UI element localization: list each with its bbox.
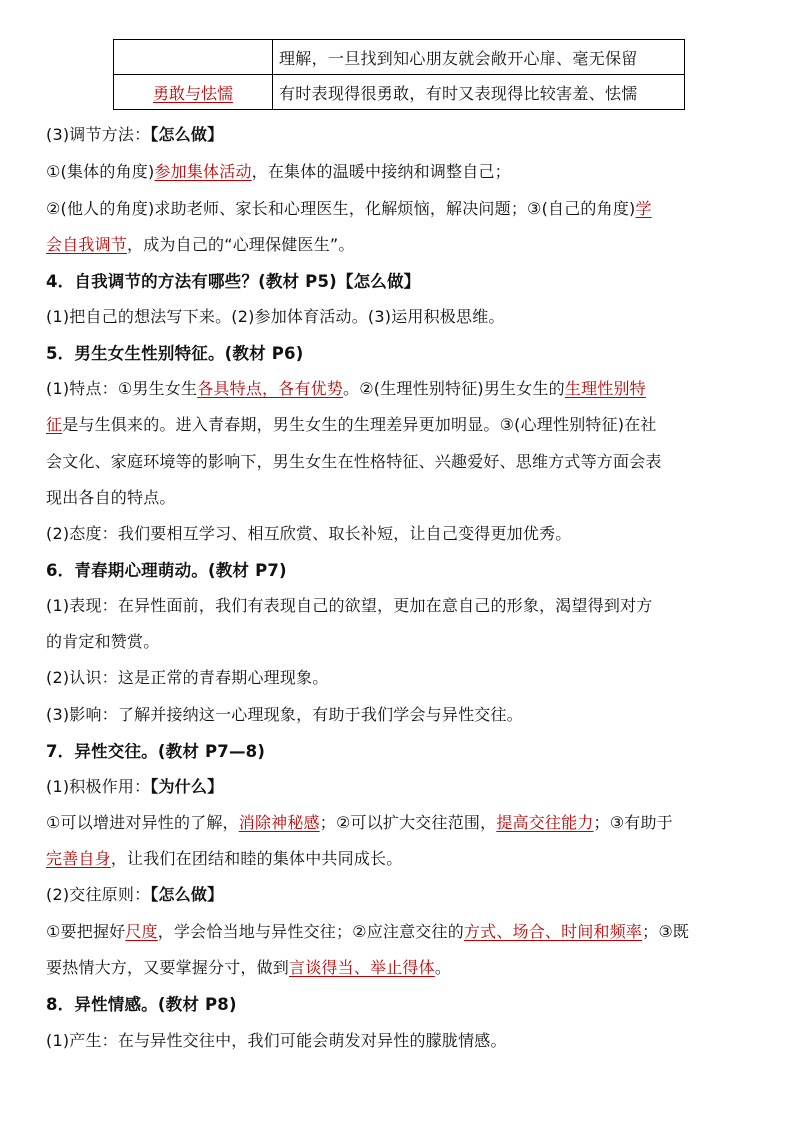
paragraph: ①要把握好尺度，学会恰当地与异性交往；②应注意交往的方式、场合、时间和频率；③既	[46, 922, 690, 941]
paragraph: 的肯定和赞赏。	[46, 632, 160, 651]
paragraph: (2)认识：这是正常的青春期心理现象。	[46, 668, 329, 687]
principle-line: (2)交往原则：【怎么做】	[46, 885, 224, 904]
section-heading: 7．异性交往。(教材 P7—8)	[46, 742, 266, 761]
table-cell: 有时表现得很勇敢，有时又表现得比较害羞、怯懦	[273, 75, 685, 110]
section-heading: 8．异性情感。(教材 P8)	[46, 995, 237, 1014]
paragraph: 要热情大方，又要掌握分寸，做到言谈得当、举止得体。	[46, 958, 452, 977]
section-heading: 6．青春期心理萌动。(教材 P7)	[46, 561, 287, 580]
section-heading: 4．自我调节的方法有哪些？(教材 P5)【怎么做】	[46, 272, 421, 291]
table-row	[114, 40, 685, 75]
method-item-1: ①(集体的角度)参加集体活动，在集体的温暖中接纳和调整自己；	[46, 162, 511, 181]
paragraph: 完善自身，让我们在团结和睦的集体中共同成长。	[46, 849, 403, 868]
underlined-term: 勇敢与怯懦	[152, 83, 233, 103]
paragraph: (1)表现：在异性面前，我们有表现自己的欲望，更加在意自己的形象，渴望得到对方	[46, 596, 653, 615]
table-cell-empty	[114, 40, 273, 75]
section-heading: 5．男生女生性别特征。(教材 P6)	[46, 344, 304, 363]
paragraph: (1)特点：①男生女生各具特点，各有优势。②(生理性别特征)男生女生的生理性别特	[46, 379, 646, 398]
table-cell-term	[114, 75, 273, 110]
method-item-2-cont: 会自我调节，成为自己的“心理保健医生”。	[46, 235, 355, 254]
paragraph: 征是与生俱来的。进入青春期，男生女生的生理差异更加明显。③(心理性别特征)在社	[46, 415, 657, 434]
role-line: (1)积极作用：【为什么】	[46, 777, 224, 796]
table-row	[114, 75, 685, 110]
paragraph: 现出各自的特点。	[46, 488, 176, 507]
paragraph: (1)产生：在与异性交往中，我们可能会萌发对异性的朦胧情感。	[46, 1031, 507, 1050]
paragraph: (2)态度：我们要相互学习、相互欣赏、取长补短，让自己变得更加优秀。	[46, 524, 572, 543]
method-item-2: ②(他人的角度)求助老师、家长和心理医生，化解烦恼，解决问题；③(自己的角度)学	[46, 199, 652, 218]
paragraph: (3)影响：了解并接纳这一心理现象，有助于我们学会与异性交往。	[46, 705, 523, 724]
method-line: (3)调节方法：【怎么做】	[46, 125, 224, 144]
paragraph: ①可以增进对异性的了解，消除神秘感；②可以扩大交往范围，提高交往能力；③有助于	[46, 813, 673, 832]
paragraph: (1)把自己的想法写下来。(2)参加体育活动。(3)运用积极思维。	[46, 307, 505, 326]
comparison-table	[113, 39, 685, 110]
table-cell: 理解，一旦找到知心朋友就会敞开心扉、毫无保留	[273, 40, 685, 75]
paragraph: 会文化、家庭环境等的影响下，男生女生在性格特征、兴趣爱好、思维方式等方面会表	[46, 452, 662, 471]
